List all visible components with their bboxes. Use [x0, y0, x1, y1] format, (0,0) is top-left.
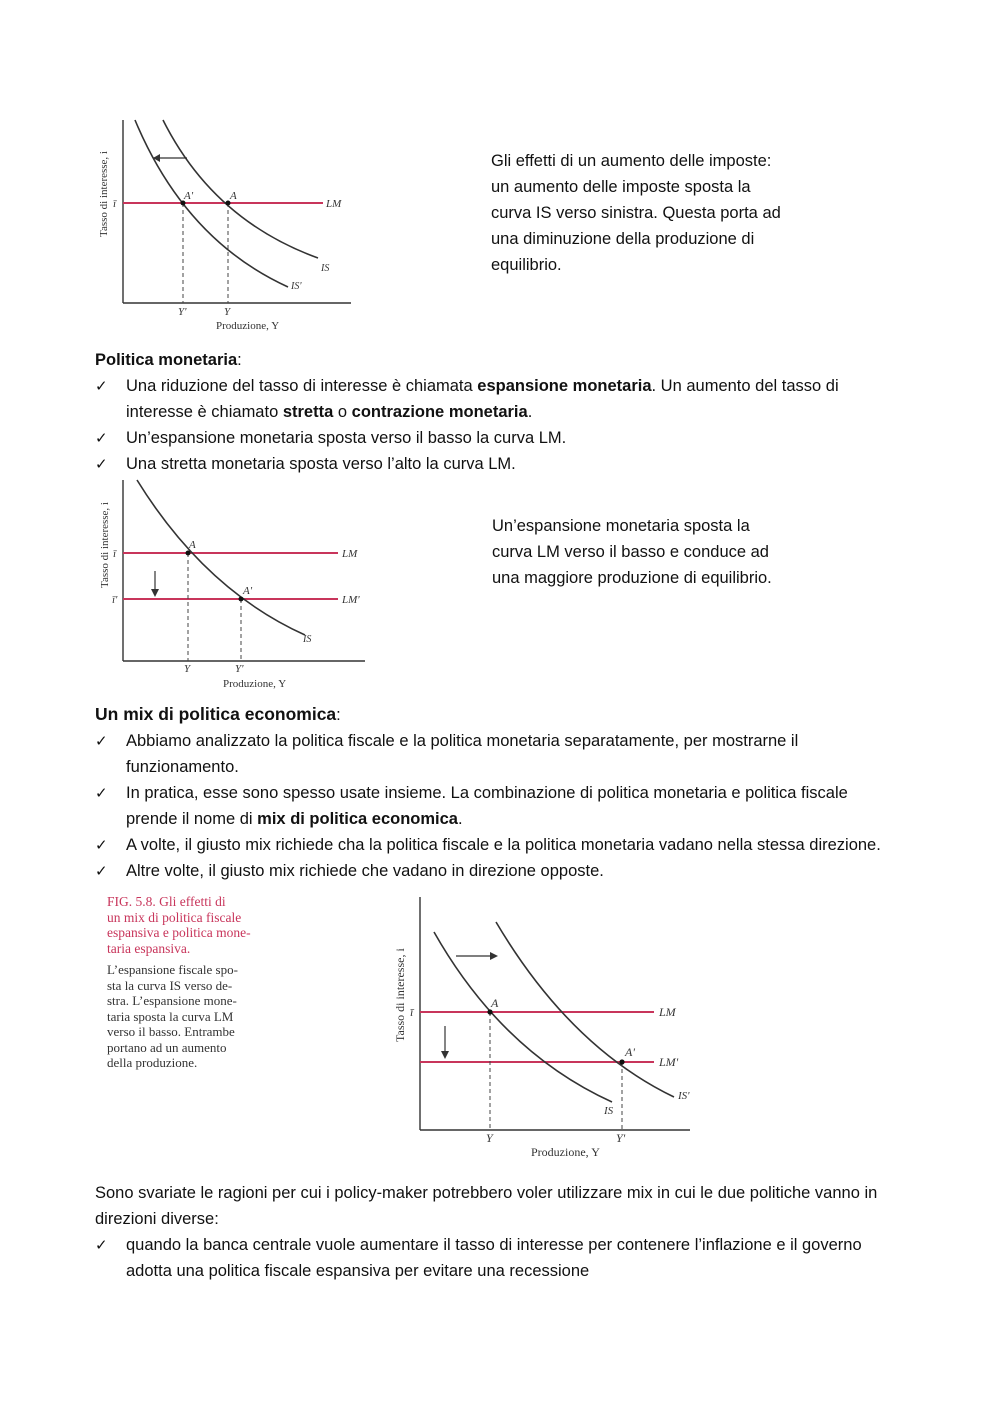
label-a: A — [189, 539, 196, 551]
text-line: una maggiore produzione di equilibrio. — [492, 569, 772, 587]
arrow-head-icon — [490, 952, 498, 960]
mix-list — [95, 728, 955, 884]
tick-y: Y — [224, 306, 231, 318]
label-a-prime: A' — [184, 190, 194, 202]
reasons-list — [95, 1232, 955, 1284]
text-line: Un’espansione monetaria sposta la — [492, 517, 750, 535]
check-icon: ✓ — [95, 455, 108, 473]
check-icon: ✓ — [95, 862, 108, 880]
check-icon: ✓ — [95, 429, 108, 447]
list-item: ✓ A volte, il giusto mix richiede cha la politica fiscale e la politica monetaria vadano nella stessa direzione. — [95, 832, 955, 858]
check-icon: ✓ — [95, 732, 108, 750]
tick-y-prime: Y' — [235, 663, 244, 675]
check-icon: ✓ — [95, 836, 108, 854]
label-lm-prime: LM' — [659, 1055, 679, 1069]
tick-i: ī — [113, 548, 117, 560]
figure-tax-increase — [95, 115, 385, 340]
tick-i-prime: ī' — [112, 594, 118, 606]
arrow-head-icon — [151, 589, 159, 597]
y-axis-label: Tasso di interesse, i — [98, 151, 110, 237]
paragraph: Sono svariate le ragioni per cui i policy-maker potrebbero voler utilizzare mix in cui le due politiche vanno in direzioni diverse: — [95, 1184, 878, 1228]
check-icon: ✓ — [95, 1236, 108, 1254]
text-line: equilibrio. — [491, 256, 562, 274]
arrow-head-icon — [441, 1051, 449, 1059]
label-lm: LM — [326, 198, 342, 210]
mix-section — [95, 701, 955, 884]
x-axis-label: Produzione, Y — [223, 678, 287, 690]
point-a — [487, 1009, 492, 1014]
list-item: ✓ Una riduzione del tasso di interesse è chiamata espansione monetaria. Un aumento del tasso di interesse è chiamato stretta o contrazione monetaria. — [95, 373, 915, 425]
monetary-section — [95, 347, 915, 477]
point-a-prime — [239, 597, 244, 602]
text-line: un aumento delle imposte sposta la — [491, 178, 751, 196]
figure1-description — [491, 148, 781, 278]
text-line: curva LM verso il basso e conduce ad — [492, 543, 769, 561]
list-item: ✓ Abbiamo analizzato la politica fiscale e la politica monetaria separatamente, per mostrarne il funzionamento. — [95, 728, 955, 780]
list-item: ✓ quando la banca centrale vuole aumentare il tasso di interesse per contenere l’inflazione e il governo adotta una politica fiscale espansiva per evitare una recessione — [95, 1232, 955, 1284]
y-axis-label: Tasso di interesse, i — [393, 948, 407, 1042]
label-a-prime: A' — [625, 1045, 635, 1059]
is-curve — [434, 932, 612, 1102]
text-line: curva IS verso sinistra. Questa porta ad — [491, 204, 781, 222]
figure3-caption — [107, 894, 267, 1071]
reasons-section — [95, 1180, 955, 1284]
tick-i: ī — [113, 198, 117, 210]
list-item: ✓ Altre volte, il giusto mix richiede che vadano in direzione opposte. — [95, 858, 955, 884]
figure-policy-mix — [392, 892, 702, 1164]
is-curve — [163, 120, 318, 258]
point-a — [186, 551, 191, 556]
is-curve — [137, 480, 305, 635]
section-heading: Politica monetaria: — [95, 351, 242, 369]
label-a: A — [230, 190, 237, 202]
label-is-prime: IS' — [291, 281, 302, 292]
tick-i: ī — [410, 1005, 414, 1019]
text-line: una diminuzione della produzione di — [491, 230, 755, 248]
figure2-description — [492, 513, 772, 591]
caption-title: FIG. 5.8. Gli effetti di un mix di politica fiscale espansiva e politica mone- taria espansiva. — [107, 894, 251, 956]
label-lm-prime: LM' — [342, 594, 360, 606]
tick-y: Y — [486, 1131, 493, 1145]
list-item: ✓ Una stretta monetaria sposta verso l’alto la curva LM. — [95, 451, 915, 477]
label-is: IS — [303, 634, 312, 645]
caption-body: L’espansione fiscale spo- sta la curva IS verso de- stra. L’espansione mone- taria sposta la curva LM verso il basso. Entrambe portano ad un aumento della produzione. — [107, 962, 238, 1070]
monetary-list — [95, 373, 915, 477]
label-is-prime: IS' — [678, 1090, 690, 1102]
check-icon: ✓ — [95, 377, 108, 395]
list-item: ✓ Un’espansione monetaria sposta verso il basso la curva LM. — [95, 425, 915, 451]
point-a-prime — [619, 1059, 624, 1064]
check-icon: ✓ — [95, 784, 108, 802]
y-axis-label: Tasso di interesse, i — [99, 502, 111, 588]
tick-y-prime: Y' — [616, 1131, 626, 1145]
is-prime-curve — [496, 922, 674, 1097]
label-a: A — [491, 996, 499, 1010]
list-item: ✓ In pratica, esse sono spesso usate insieme. La combinazione di politica monetaria e politica fiscale prende il nome di mix di politica economica. — [95, 780, 955, 832]
x-axis-label: Produzione, Y — [531, 1145, 600, 1159]
label-is: IS — [604, 1105, 614, 1117]
figure-monetary-expansion — [95, 475, 380, 695]
label-lm: LM — [659, 1005, 676, 1019]
text-line: Gli effetti di un aumento delle imposte: — [491, 152, 772, 170]
section-heading: Un mix di politica economica: — [95, 704, 341, 724]
tick-y-prime: Y' — [178, 306, 187, 318]
x-axis-label: Produzione, Y — [216, 320, 280, 332]
tick-y: Y — [184, 663, 191, 675]
label-a-prime: A' — [243, 585, 253, 597]
label-is: IS — [321, 263, 330, 274]
label-lm: LM — [342, 548, 358, 560]
